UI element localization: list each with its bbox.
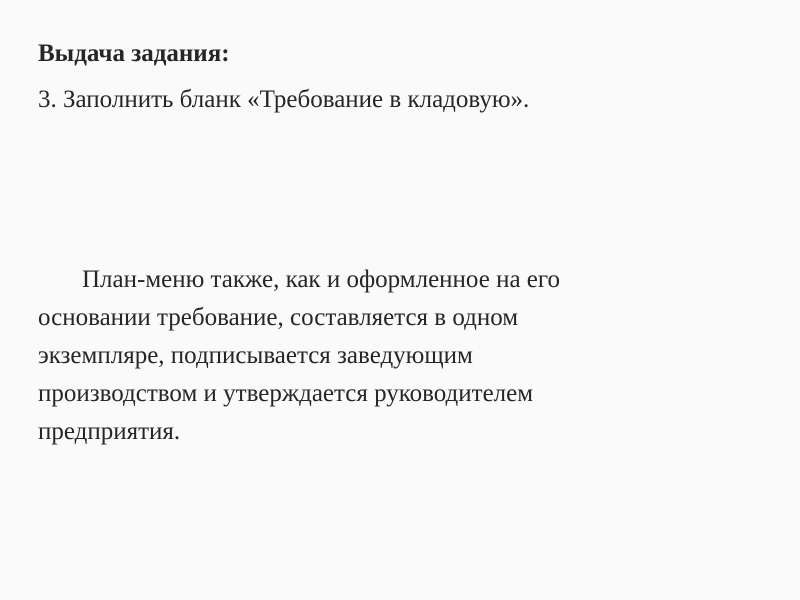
paragraph-line: производством и утверждается руководителем — [38, 380, 534, 407]
paragraph-line: основании требование, составляется в одном — [38, 304, 519, 331]
task-item: 3. Заполнить бланк «Требование в кладовую». — [38, 86, 530, 113]
slide-heading: Выдача задания: — [38, 40, 230, 67]
paragraph-line: экземпляре, подписывается заведующим — [38, 342, 473, 369]
body-paragraph — [38, 261, 560, 451]
paragraph-line: предприятия. — [38, 418, 181, 445]
paragraph-line: План-меню также, как и оформленное на его — [82, 266, 561, 293]
